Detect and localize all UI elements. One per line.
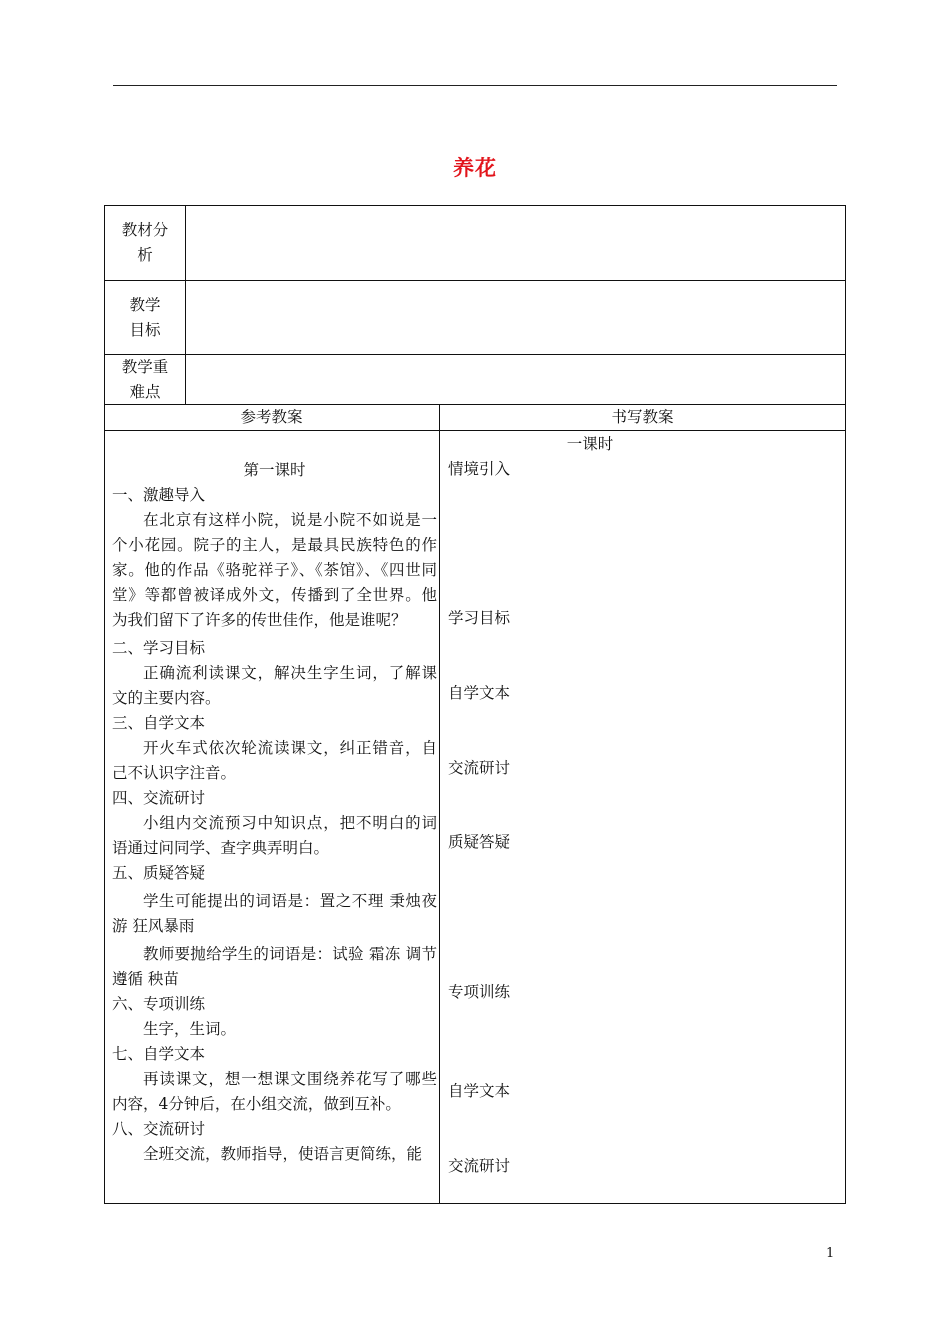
row-label-material-analysis: 教材分 析 [121,221,169,264]
lesson-title: 第一课时 [243,461,306,479]
section-body: 学生可能提出的词语是：置之不理 秉烛夜游 狂风暴雨 [112,892,437,935]
section-heading: 一、激趣导入 [112,486,206,504]
writing-tag: 自学文本 [448,684,511,702]
writing-plan-header: 一课时 [566,435,614,453]
section-heading: 八、交流研讨 [112,1120,206,1138]
section-heading: 二、学习目标 [112,639,206,657]
section-body: 教师要抛给学生的词语是：试验 霜冻 调节 遵循 秧苗 [112,945,437,988]
writing-tag: 专项训练 [448,983,511,1001]
writing-tag: 交流研讨 [448,1157,511,1175]
column-header-writing-plan: 书写教案 [611,408,674,426]
section-heading: 七、自学文本 [112,1045,206,1063]
section-body: 在北京有这样小院，说是小院不如说是一个小花园。院子的主人，是最具民族特色的作家。他的作品《骆驼祥子》、《茶馆》、《四世同堂》等都曾被译成外文，传播到了全世界。他为我们留下了许多的传世佳作，他是谁呢？ [112,511,437,629]
writing-tag: 自学文本 [448,1082,511,1100]
section-heading: 四、交流研讨 [112,789,206,807]
section-body: 小组内交流预习中知识点，把不明白的词语通过问同学、查字典弄明白。 [112,814,437,857]
section-heading: 三、自学文本 [112,714,206,732]
section-body: 全班交流，教师指导，使语言更简练，能 [143,1145,423,1163]
writing-tag: 质疑答疑 [448,833,511,851]
section-body: 生字，生词。 [143,1020,237,1038]
header-rule [113,85,837,86]
writing-tag: 学习目标 [448,609,511,627]
section-heading: 五、质疑答疑 [112,864,206,882]
section-body: 正确流利读课文，解决生字生词，了解课文的主要内容。 [112,664,437,707]
column-header-reference-plan: 参考教案 [240,408,303,426]
row-label-teaching-goals: 教学 目标 [129,296,161,339]
document-title: 养花 [453,155,497,180]
reference-plan-content [112,433,437,1167]
section-body: 开火车式依次轮流读课文，纠正错音，自己不认识字注音。 [112,739,437,782]
writing-tag: 情境引入 [448,460,511,478]
page-number: 1 [826,1246,835,1261]
section-body: 再读课文，想一想课文围绕养花写了哪些内容，4分钟后，在小组交流，做到互补。 [112,1070,437,1113]
section-heading: 六、专项训练 [112,995,206,1013]
row-label-key-points: 教学重 难点 [121,358,169,401]
writing-tag: 交流研讨 [448,759,511,777]
